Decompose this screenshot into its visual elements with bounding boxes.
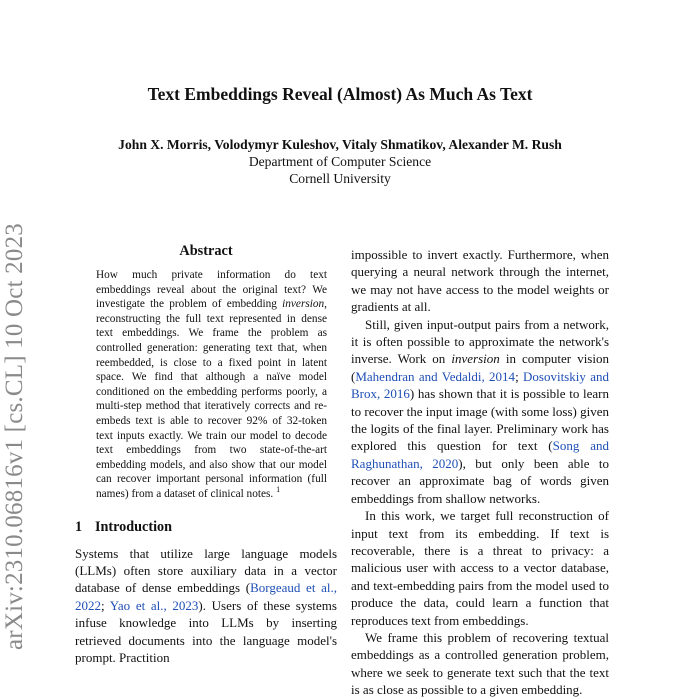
body-paragraph: impossible to invert exactly. Furthermore, when querying a neural network through the internet, we may not have access to the model weights or gradients at all. [351, 247, 609, 315]
affiliation-university: Cornell University [289, 171, 391, 186]
intro-text-part: Systems that utilize large language models (LLMs) often store auxiliary data in a vector database of dense embeddings ( [75, 545, 337, 596]
section-number: 1 [75, 518, 83, 535]
abstract-text [96, 268, 327, 502]
paper-title: Text Embeddings Reveal (Almost) As Much As Text [147, 84, 533, 104]
citation-link[interactable]: Borgeaud et al., 2022 [75, 580, 337, 613]
body-text-part: ), but only been able to recover an approximate bag of words given embeddings from shallow networks. [351, 455, 610, 506]
body-emphasis: inversion [451, 351, 500, 367]
body-paragraph: We frame this problem of recovering textual embeddings as a controlled generation problem, where we seek to generate text such that the text is as close as possible to a given embedding. [351, 629, 609, 698]
left-column [75, 243, 337, 666]
body-text-part: Still, given input-output pairs from a network, it is often possible to approximate the network's inverse. Work on [351, 316, 609, 367]
affiliation-department: Department of Computer Science [248, 154, 432, 169]
author-block [0, 136, 680, 187]
body-text-part: ) has shown that it is possible to learn to recover the input image (with some loss) given the logits of the final layer. Preliminary work has explored this question for text ( [351, 386, 609, 454]
body-text-part: in computer vision ( [351, 351, 609, 384]
introduction-paragraph [75, 545, 337, 667]
abstract-text-part: , reconstructing the full text represented in dense text embeddings. We frame the problem as controlled generation: generating text that, when reembedded, is close to a fixed point in latent space. We find that although a naïve model conditioned on the embedding performs poorly, a multi-step method that iteratively corrects and re-embeds text is able to recover 92% of 32-token text inputs exactly. We train our model to decode text embeddings from two state-of-the-art embedding models, and also show that our model can recover important personal information (full names) from a dataset of clinical notes. [96, 298, 327, 500]
arxiv-identifier: arXiv:2310.06816v1 [cs.CL] 10 Oct 2023 [1, 223, 28, 650]
abstract-heading: Abstract [179, 243, 233, 259]
citation-link[interactable]: Song and Raghunathan, 2020 [351, 438, 609, 471]
intro-text-part: ; [101, 597, 110, 613]
section-heading-introduction [75, 519, 337, 536]
intro-text-part: ). Users of these systems infuse knowledge into LLMs by inserting retrieved documents into the language model's prompt. Practition [75, 597, 337, 665]
body-paragraph: In this work, we target full reconstruction of input text from its embedding. If text is recoverable, there is a threat to privacy: a malicious user with access to a vector database, and text-embedding pairs from the model used to produce the data, could learn a function that reproduces text from embeddings. [351, 508, 609, 628]
abstract-emphasis: inversion [282, 298, 325, 311]
citation-link[interactable]: Dosovitskiy and Brox, 2016 [351, 368, 609, 402]
citation-link[interactable]: Mahendran and Vedaldi, 2014 [355, 368, 516, 384]
right-column [351, 246, 609, 699]
body-text-part: ; [515, 368, 524, 384]
body-paragraph [351, 316, 609, 507]
citation-link[interactable]: Yao et al., 2023 [109, 597, 199, 613]
author-names: John X. Morris, Volodymyr Kuleshov, Vitaly Shmatikov, Alexander M. Rush [118, 137, 562, 152]
abstract-text-part: How much private information do text embeddings reveal about the original text? We investigate the problem of embedding [96, 269, 327, 311]
section-title: Introduction [95, 518, 172, 535]
footnote-marker[interactable]: 1 [276, 485, 281, 495]
